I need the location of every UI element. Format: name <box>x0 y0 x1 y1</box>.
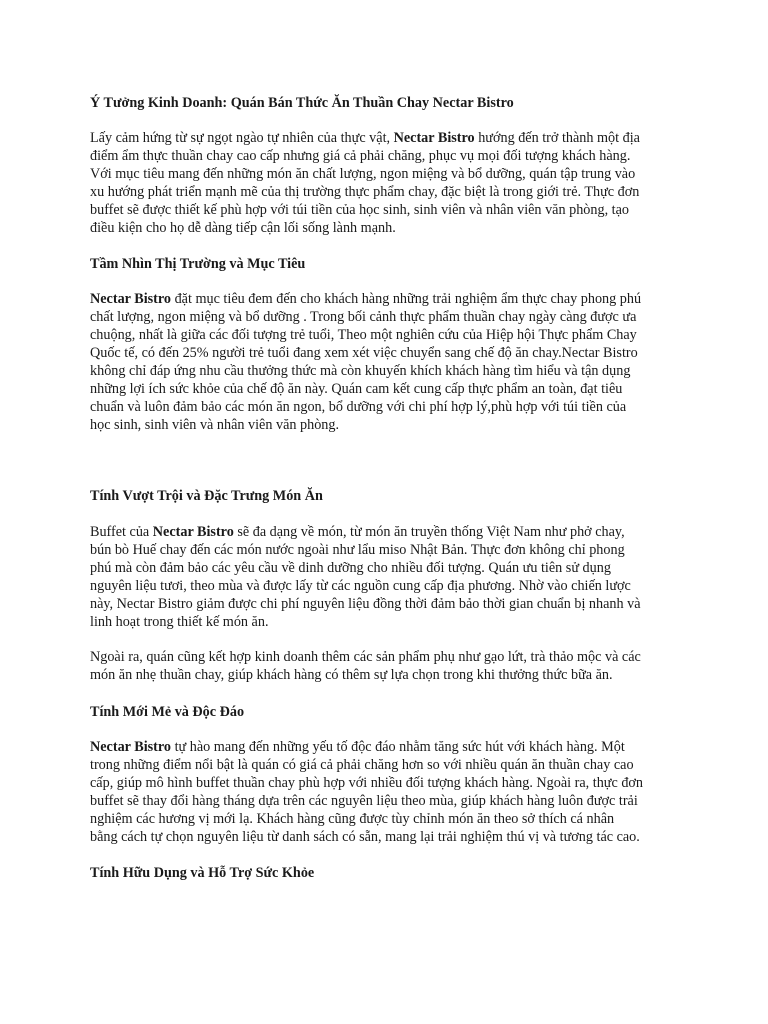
brand-name: Nectar Bistro <box>90 739 172 755</box>
section-paragraph <box>90 648 682 684</box>
section-text: Buffet của <box>90 524 153 540</box>
section-line: nghiệm các hương vị mới lạ. Khách hàng cũng được tùy chỉnh món ăn theo sở thích cá nhân <box>90 811 615 827</box>
brand-name: Nectar Bistro <box>90 291 172 307</box>
document-title: Ý Tưởng Kinh Doanh: Quán Bán Thức Ăn Thuần Chay Nectar Bistro <box>90 95 514 111</box>
section-line: trong những điểm nổi bật là quán có giá cả phải chăng hơn so với nhiều quán ăn thuần chay cao <box>90 757 634 773</box>
section-line: cấp, giúp mô hình buffet thuần chay phù hợp với nhiều đối tượng khách hàng. Ngoài ra, thực đơn <box>90 775 644 791</box>
section-line: không chỉ đáp ứng nhu cầu thưởng thức mà còn khuyến khích khách hàng tìm hiểu và tận dụng <box>90 363 631 379</box>
section-text: đặt mục tiêu đem đến cho khách hàng những trải nghiệm ẩm thực chay phong phú <box>171 291 642 307</box>
section-line: chất lượng, ngon miệng và bổ dưỡng . Trong bối cảnh thực phẩm thuần chay ngày càng được ưa <box>90 309 637 325</box>
section-line: buffet sẽ thay đổi hàng tháng dựa trên các nguyên liệu theo mùa, giúp khách hàng luôn được trải <box>90 793 638 809</box>
intro-line: điểm ẩm thực thuần chay cao cấp nhưng giá cả phải chăng, phục vụ mọi đối tượng khách hàng. <box>90 148 631 164</box>
section-heading: Tính Vượt Trội và Đặc Trưng Món Ăn <box>90 488 323 504</box>
brand-name: Nectar Bistro <box>393 130 475 146</box>
section-line: Quốc tế, có đến 25% người trẻ tuổi đang xem xét việc chuyển sang chế độ ăn chay.Nectar Bistro <box>90 345 638 361</box>
section-line: Ngoài ra, quán cũng kết hợp kinh doanh thêm các sản phẩm phụ như gạo lứt, trà thảo mộc và các <box>90 649 641 665</box>
section-line: học sinh, sinh viên và nhân viên văn phòng. <box>90 417 340 433</box>
section-line: phú mà còn đảm bảo các yêu cầu về dinh dưỡng cho nhiều đối tượng. Quán ưu tiên sử dụng <box>90 560 611 576</box>
section-heading: Tầm Nhìn Thị Trường và Mục Tiêu <box>90 256 306 272</box>
brand-name: Nectar Bistro <box>152 524 234 540</box>
section-paragraph <box>90 738 682 846</box>
section-heading: Tính Mới Mẻ và Độc Đáo <box>90 704 245 720</box>
section-paragraph <box>90 523 682 631</box>
section-line: những lợi ích sức khỏe của chế độ ăn này. Quán cam kết cung cấp thực phẩm an toàn, đạt tiêu <box>90 381 623 397</box>
section-line: nguyên liệu tươi, theo mùa và được lấy từ các nguồn cung cấp địa phương. Nhờ vào chiến lược <box>90 578 631 594</box>
section-line: này, Nectar Bistro giảm được chi phí nguyên liệu đồng thời đảm bảo thời gian chuẩn bị nhanh và <box>90 596 641 612</box>
section-line: bún bò Huế chay đến các món nước ngoài như lẩu miso Nhật Bản. Thực đơn không chỉ phong <box>90 542 625 558</box>
section-text: tự hào mang đến những yếu tố độc đáo nhằm tăng sức hút với khách hàng. Một <box>171 739 625 755</box>
intro-text: Lấy cảm hứng từ sự ngọt ngào tự nhiên của thực vật, <box>90 130 394 146</box>
intro-line: Với mục tiêu mang đến những món ăn chất lượng, ngon miệng và bổ dưỡng, quán tập trung vào <box>90 166 636 182</box>
intro-line: xu hướng phát triển mạnh mẽ của thị trường thực phẩm chay, đặc biệt là trong giới trẻ. Thực đơn <box>90 184 640 200</box>
intro-line: điều kiện cho họ dễ dàng tiếp cận lối sống lành mạnh. <box>90 220 396 236</box>
section-text: sẽ đa dạng về món, từ món ăn truyền thống Việt Nam như phở chay, <box>233 524 625 540</box>
intro-text: hướng đến trở thành một địa <box>474 130 640 146</box>
section-line: chuộng, nhất là giữa các đối tượng trẻ tuổi, Theo một nghiên cứu của Hiệp hội Thực phẩm Chay <box>90 327 637 343</box>
intro-paragraph <box>90 129 682 237</box>
section-line: chuẩn và luôn đảm bảo các món ăn ngon, bổ dưỡng với chi phí hợp lý,phù hợp với túi tiền của <box>90 399 627 415</box>
intro-line: buffet sẽ được thiết kế phù hợp với túi tiền của học sinh, sinh viên và nhân viên văn phòng, tạo <box>90 202 630 218</box>
section-line: bằng cách tự chọn nguyên liệu từ danh sách có sẵn, mang lại trải nghiệm thú vị và tương tác cao. <box>90 829 640 845</box>
section-paragraph <box>90 290 682 434</box>
section-line: linh hoạt trong thiết kế món ăn. <box>90 614 269 630</box>
section-line: món ăn nhẹ thuần chay, giúp khách hàng có thêm sự lựa chọn trong khi thưởng thức bữa ăn. <box>90 667 613 683</box>
section-heading: Tính Hữu Dụng và Hỗ Trợ Sức Khỏe <box>90 865 315 881</box>
